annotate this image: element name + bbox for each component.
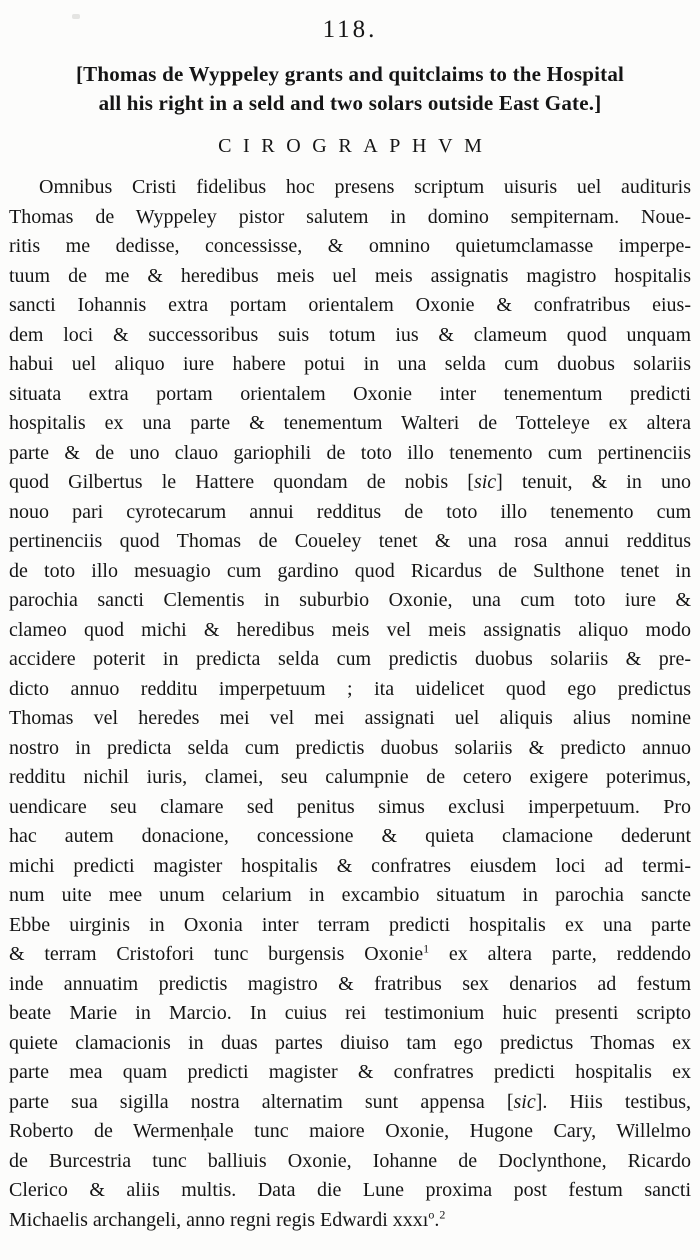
body-line: Ebbe uirginis in Oxonia inter terram predicti hospitalis ex una parte (9, 913, 691, 936)
scan-artifact (72, 14, 80, 19)
body-line: Thomas de Wyppeley pistor salutem in domino sempiternam. Noue- (9, 205, 691, 228)
body-line: inde annuatim predictis magistro & fratribus sex denarios ad festum (9, 972, 691, 995)
body-line: tuum de me & heredibus meis uel meis assignatis magistro hospitalis (9, 264, 691, 287)
body-line: & terram Cristofori tunc burgensis Oxonie$^1$ ex altera parte, reddendo (9, 941, 691, 965)
body-line: quod Gilbertus le Hattere quondam de nobis [sic] tenuit, & in uno (9, 471, 691, 493)
body-line: uendicare seu clamare sed penitus simus exclusi imperpetuum. Pro (9, 795, 691, 818)
charter-title: CIROGRAPHVM (218, 135, 494, 157)
page-number: 118. (322, 16, 378, 43)
body-line: Omnibus Cristi fidelibus hoc presens scriptum uisuris uel audituris (39, 176, 691, 198)
body-line: clameo quod michi & heredibus meis vel meis assignatis aliquo modo (9, 618, 691, 641)
body-line: parte & de uno clauo gariophili de toto illo tenemento cum pertinenciis (9, 441, 691, 464)
body-line: hospitalis ex una parte & tenementum Walteri de Totteleye ex altera (9, 412, 691, 434)
body-line: redditu nichil iuris, clamei, seu calumpnie de cetero exigere poterimus, (9, 766, 691, 788)
body-line: situata extra portam orientalem Oxonie inter tenementum predicti (9, 382, 691, 405)
body-line: hac autem donacione, concessione & quieta clamacione dederunt (9, 825, 691, 847)
body-line: num uite mee unum celarium in excambio situatum in parochia sancte (9, 884, 691, 906)
body-line: ritis me dedisse, concessisse, & omnino quietumclamasse imperpe- (9, 235, 691, 257)
body-line: de toto illo mesuagio cum gardino quod Ricardus de Sulthone tenet in (9, 559, 691, 582)
body-line: dicto annuo redditu imperpetuum ; ita uidelicet quod ego predictus (9, 677, 691, 700)
body-line: nostro in predicta selda cum predictis duobus solariis & predicto annuo (9, 736, 691, 759)
charter-body (9, 173, 691, 1235)
body-line: michi predicti magister hospitalis & confratres eiusdem loci ad termi- (9, 854, 691, 877)
body-line: Michaelis archangeli, anno regni regis Edwardi xxxı$^o$.$^2$ (9, 1206, 446, 1231)
body-line: accidere poterit in predicta selda cum predictis duobus solariis & pre- (9, 648, 691, 670)
body-line: pertinenciis quod Thomas de Coueley tenet & una rosa annui redditus (9, 530, 691, 552)
footnote-marker: o (428, 1206, 435, 1221)
editorial-heading-line-1: [Thomas de Wyppeley grants and quitclaims to the Hospital (75, 62, 625, 86)
body-line: dem loci & successoribus suis totum ius & clameum quod unquam (9, 323, 691, 346)
body-line: de Burcestria tunc balliuis Oxonie, Iohanne de Doclynthone, Ricardo (9, 1149, 691, 1172)
editorial-heading-line-2: all his right in a seld and two solars outside East Gate.] (98, 91, 602, 115)
footnote-marker: 2 (439, 1206, 446, 1221)
body-line: beate Marie in Marcio. In cuius rei testimonium huic presenti scripto (9, 1002, 691, 1024)
body-line: sancti Iohannis extra portam orientalem Oxonie & confratribus eius- (9, 294, 691, 316)
body-line: habui uel aliquo iure habere potui in una selda cum duobus solariis (9, 353, 691, 375)
body-line: parte sua sigilla nostra alternatim sunt appensa [sic]. Hiis testibus, (9, 1090, 691, 1113)
body-line: parochia sancti Clementis in suburbio Oxonie, una cum toto iure & (9, 589, 691, 611)
body-line: parte mea quam predicti magister & confratres predicti hospitalis ex (9, 1061, 691, 1083)
body-line: Clerico & aliis multis. Data die Lune proxima post festum sancti (9, 1179, 691, 1201)
body-line: nouo pari cyrotecarum annui redditus de toto illo tenemento cum (9, 500, 691, 523)
body-line: Thomas vel heredes mei vel mei assignati uel aliquis alius nomine (9, 707, 691, 729)
body-line: quiete clamacionis in duas partes diuiso tam ego predictus Thomas ex (9, 1031, 691, 1054)
editorial-heading (9, 60, 691, 118)
footnote-marker: 1 (423, 941, 430, 956)
body-line: Roberto de Wermenḥale tunc maiore Oxonie, Hugone Cary, Willelmo (9, 1120, 691, 1142)
